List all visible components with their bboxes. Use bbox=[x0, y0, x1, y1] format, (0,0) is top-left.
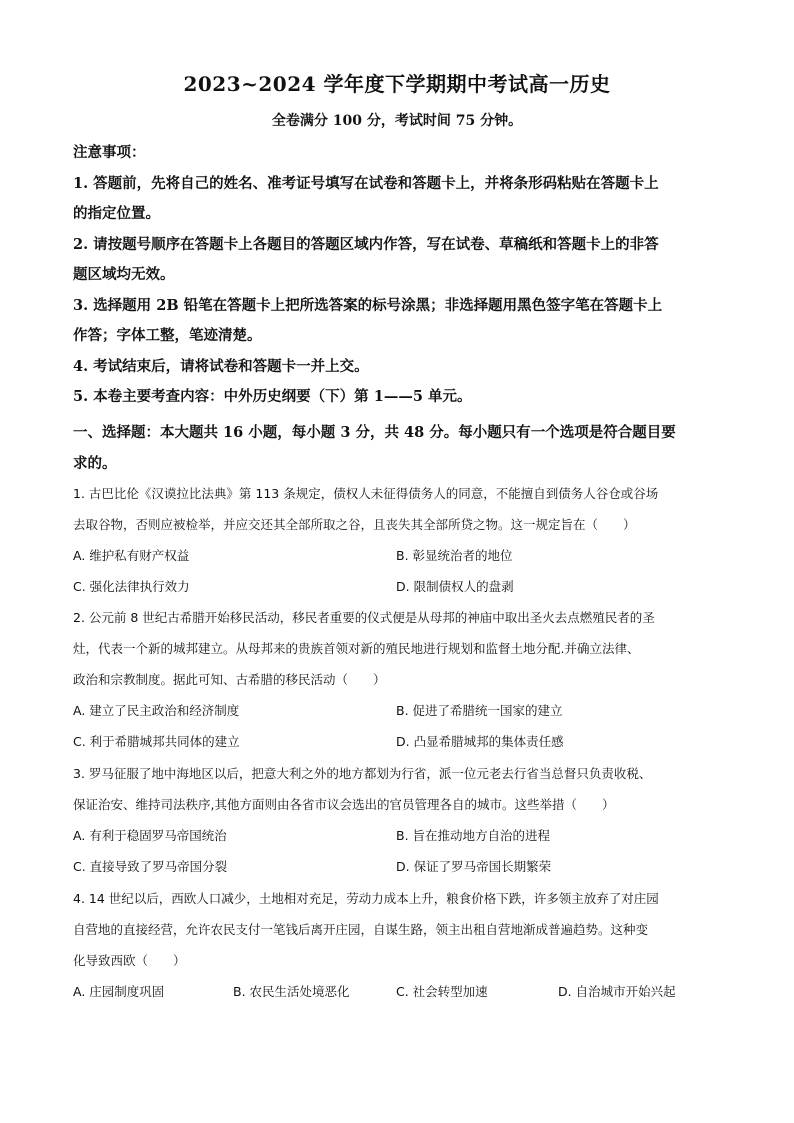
question-stem-line: 化导致西欧（ ） bbox=[73, 953, 186, 968]
exam-subtitle: 全卷满分 100 分，考试时间 75 分钟。 bbox=[271, 113, 523, 129]
question-stem-line: 1. 古巴比伦《汉谟拉比法典》第 113 条规定，债权人未征得债务人的同意，不能擅自到债务人谷仓或谷场 bbox=[73, 486, 659, 501]
option-a: A. 建立了民主政治和经济制度 bbox=[73, 703, 240, 718]
notes-line: 3. 选择题用 2B 铅笔在答题卡上把所选答案的标号涂黑；非选择题用黑色签字笔在答题卡上 bbox=[73, 296, 663, 314]
option-c: C. 社会转型加速 bbox=[396, 984, 488, 999]
option-c: C. 直接导致了罗马帝国分裂 bbox=[73, 859, 228, 874]
notes-line: 1. 答题前，先将自己的姓名、准考证号填写在试卷和答题卡上，并将条形码粘贴在答题卡上 bbox=[73, 174, 659, 192]
question-stem-line: 去取谷物，否则应被检举，并应交还其全部所取之谷，且丧失其全部所贷之物。这一规定旨在（ ） bbox=[73, 517, 636, 532]
option-a: A. 庄园制度巩固 bbox=[73, 984, 165, 999]
question-stem-line: 4. 14 世纪以后，西欧人口减少，土地相对充足，劳动力成本上升，粮食价格下跌，许多领主放弃了对庄园 bbox=[73, 891, 659, 906]
question-1 bbox=[73, 478, 723, 602]
question-stem-line: 3. 罗马征服了地中海地区以后，把意大利之外的地方都划为行省，派一位元老去行省当总督只负责收税、 bbox=[73, 766, 652, 781]
option-b: B. 促进了希腊统一国家的建立 bbox=[396, 703, 563, 718]
question-2 bbox=[73, 602, 723, 757]
notes-line: 的指定位置。 bbox=[73, 205, 160, 222]
option-d: D. 保证了罗马帝国长期繁荣 bbox=[396, 859, 552, 874]
question-3 bbox=[73, 758, 723, 882]
notes-line: 作答；字体工整，笔迹清楚。 bbox=[73, 327, 262, 344]
option-a: A. 维护私有财产权益 bbox=[73, 548, 190, 563]
section-line: 求的。 bbox=[73, 454, 117, 472]
option-b: B. 旨在推动地方自治的进程 bbox=[396, 828, 551, 843]
section-heading bbox=[73, 418, 723, 479]
question-stem-line: 政治和宗教制度。据此可知、古希腊的移民活动（ ） bbox=[73, 672, 386, 687]
option-b: B. 彰显统治者的地位 bbox=[396, 548, 513, 563]
option-d: D. 限制债权人的盘剥 bbox=[396, 579, 514, 594]
option-d: D. 自治城市开始兴起 bbox=[558, 984, 676, 999]
option-c: C. 强化法律执行效力 bbox=[73, 579, 190, 594]
option-b: B. 农民生活处境恶化 bbox=[233, 984, 350, 999]
option-c: C. 利于希腊城邦共同体的建立 bbox=[73, 734, 240, 749]
notes-line: 4. 考试结束后，请将试卷和答题卡一并上交。 bbox=[73, 357, 369, 375]
notes-block bbox=[73, 138, 723, 413]
question-stem-line: 灶，代表一个新的城邦建立。从母邦来的贵族首领对新的殖民地进行规划和监督土地分配.并确立法律、 bbox=[73, 641, 640, 656]
question-stem-line: 保证治安、维持司法秩序,其他方面则由各省市议会选出的官员管理各自的城市。这些举措（ ） bbox=[73, 797, 615, 812]
option-d: D. 凸显希腊城邦的集体责任感 bbox=[396, 734, 564, 749]
exam-title: 2023~2024 学年度下学期期中考试高一历史 bbox=[183, 72, 611, 96]
notes-line: 题区域均无效。 bbox=[73, 266, 175, 283]
question-stem-line: 自营地的直接经营，允许农民支付一笔钱后离开庄园，自谋生路，领主出租自营地渐成普遍趋势。这种变 bbox=[73, 922, 649, 937]
question-stem-line: 2. 公元前 8 世纪古希腊开始移民活动，移民者重要的仪式便是从母邦的神庙中取出圣火去点燃殖民者的圣 bbox=[73, 610, 655, 625]
option-a: A. 有利于稳固罗马帝国统治 bbox=[73, 828, 227, 843]
notes-line: 2. 请按题号顺序在答题卡上各题目的答题区域内作答，写在试卷、草稿纸和答题卡上的非答 bbox=[73, 235, 659, 253]
question-4 bbox=[73, 883, 723, 1007]
section-line: 一、选择题：本大题共 16 小题，每小题 3 分，共 48 分。每小题只有一个选项是符合题目要 bbox=[73, 424, 676, 441]
notes-line: 5. 本卷主要考查内容：中外历史纲要（下）第 1——5 单元。 bbox=[73, 388, 472, 405]
notes-heading: 注意事项： bbox=[73, 144, 146, 161]
